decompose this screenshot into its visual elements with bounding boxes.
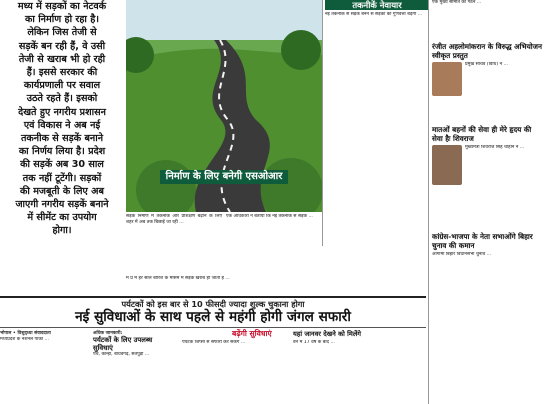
- top-right-box: [322, 0, 429, 246]
- main-col-2: [93, 330, 179, 402]
- sub-box-label: बढ़ेंगी सुविधाएं: [232, 329, 272, 338]
- headline-abhiyojan-line1: रंजीत अहलोमांकरान के विरुद्ध अभियोजन: [432, 42, 542, 51]
- lead-line: सड़कें बन रही हैं, वे उसी: [18, 40, 106, 52]
- byline: भोपाल • विशुद्ध्धा संवाददाता: [0, 331, 51, 336]
- lead-line: जाएगी नगरीय सड़कें बनाने: [15, 199, 109, 211]
- photo-caption: निर्माण के लिए बनेगी एसओआर: [160, 170, 288, 184]
- right-shivraj-text: मुख्यमंत्री शिवराज सिंह चौहान ने ...: [465, 145, 525, 150]
- lead-line: लेकिन जिस तेजी से: [27, 27, 97, 39]
- sidebar-prefix: अधिक जानकारी:: [93, 331, 123, 336]
- main-col-3: [182, 340, 290, 402]
- lead-line: का निर्माण हो रहा है।: [25, 14, 99, 26]
- road-photo: [126, 0, 322, 212]
- headline-shivraj-line1: मातओं बहनों की सेवा ही मेरे हृदय की: [432, 125, 532, 134]
- lead-line: उठते रहते हैं। इसको: [26, 93, 98, 105]
- lead-line: में सीमेंट का उपयोग: [27, 212, 97, 224]
- main-kicker: पर्यटकों को इस बार से 10 फीसदी ज्यादा शुल्क चुकाना होगा: [121, 299, 305, 309]
- lead-line: तक नहीं टूटेंगी। सड़कों: [22, 172, 102, 184]
- main-col-1: [0, 330, 90, 403]
- sidebar-title-line1: पर्यटकों के लिए उपलब्ध: [93, 336, 153, 344]
- box-body: नई तकनीक से सड़कें बनने से सड़कों की गुणवत्ता बढ़ेगी ...: [325, 12, 423, 17]
- rule-2: [0, 327, 426, 328]
- right-top-text: एक मुख्य समिति का गठन ...: [432, 0, 482, 5]
- lead-line: की सड़कें अब 30 साल: [20, 159, 104, 171]
- rule: [0, 296, 426, 298]
- headline-bihar: [432, 232, 560, 250]
- feature-body-left: सड़क निर्माण में तकनीक और प्रशिक्षण बढ़ाने के लिए शहर में अब तक बिछाई जा रही ...: [126, 214, 222, 225]
- portrait-photo-2: [432, 145, 462, 185]
- right-column: [428, 0, 560, 404]
- left-lead-text: [0, 0, 124, 238]
- lead-line: देखते हुए नगरीय प्रशासन: [18, 106, 106, 118]
- left-lead-column: [0, 0, 124, 238]
- lead-line: कार्यप्रणाली पर सवाल: [23, 80, 101, 92]
- lead-line: तकनीक से सड़कें बनाने: [20, 133, 104, 145]
- sidebar-title-line2: सुविधाएं: [93, 344, 113, 352]
- lead-line: एवं विकास ने अब नई: [23, 119, 101, 131]
- feature-continued: म प्र में हर साल बारिश के मौसम में सड़कें खराब हो जाती हैं ...: [126, 276, 230, 281]
- headline-bihar-line2: चुनाव की कमान: [432, 241, 475, 250]
- feature-body-right: एक अधिकारी ने बताया कि नई तकनीक से सड़कें ...: [226, 214, 313, 219]
- main-col4-text: वन में 17 वर्ष के बाद ...: [293, 340, 335, 345]
- main-headline: नई सुविधाओं के साथ पहले से महंगी होगी जंगल सफारी: [75, 309, 351, 325]
- headline-shivraj: [432, 125, 560, 143]
- portrait-photo-1: [432, 62, 462, 96]
- main-col2-text: पेंच, कान्हा, बांधवगढ़, सतपुड़ा ...: [93, 352, 150, 357]
- lead-line: का निर्णय लिया है। प्रदेश: [18, 146, 106, 158]
- lead-line: हैं। इससे सरकार की: [26, 67, 98, 79]
- sidebar-title: [93, 336, 179, 352]
- main-col1-text: मध्यप्रदेश के नेशनल पार्कों ...: [0, 337, 49, 342]
- headline-abhiyojan: [432, 42, 560, 60]
- headline-abhiyojan-line2: स्वीकृत प्रस्तुत: [432, 51, 468, 60]
- headline-shivraj-line2: सेवा हैः शिवराज: [432, 134, 474, 143]
- lead-line: तेजी से खराब भी हो रही: [18, 53, 106, 65]
- box-title: तकनीकें नेवायार: [325, 0, 429, 10]
- right-mid-text: प्रमुख सचिव (विधि) ने ...: [465, 62, 508, 67]
- lead-line: होगा।: [52, 225, 72, 237]
- right-bottom-text: आगामी बिहार विधानसभा चुनाव ...: [432, 252, 491, 257]
- col4-head: यहां जानवर देखने को मिलेंगे: [293, 330, 361, 338]
- main-col3-text: पर्यटक जिप्सी से सफारी कर सकेंगे ...: [182, 340, 246, 345]
- lead-line: की मजबूती के लिए अब: [20, 185, 104, 197]
- lead-line: मध्य में सड़कों का नेटवर्क: [17, 1, 107, 12]
- headline-bihar-line1: कांग्रेस-भाजपा के नेता सभाओंगे बिहार: [432, 232, 533, 241]
- main-col-4: [293, 330, 426, 404]
